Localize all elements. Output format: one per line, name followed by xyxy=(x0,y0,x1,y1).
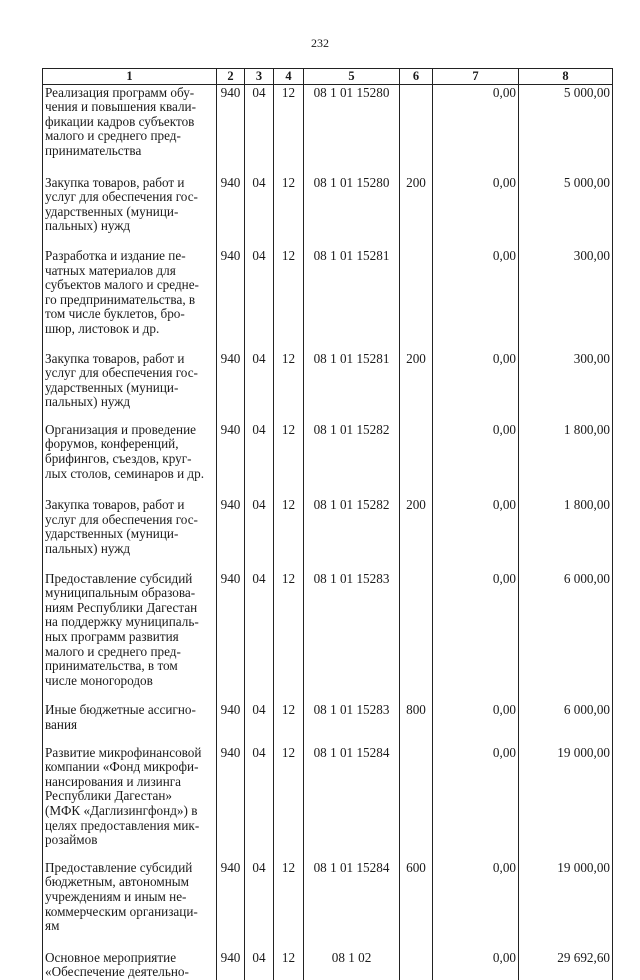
target-article-cell: 08 1 01 15282 xyxy=(304,497,400,570)
table-row xyxy=(43,745,613,860)
amount-col8-cell: 29 692,60 xyxy=(519,950,613,980)
row-name-line: компании «Фонд микрофи- xyxy=(45,759,199,775)
amount-col8-cell: 6 000,00 xyxy=(519,571,613,703)
table-body xyxy=(43,84,613,980)
admin-code-cell: 940 xyxy=(217,745,245,860)
amount-col7-cell: 0,00 xyxy=(433,860,519,950)
row-name-line: пальных) нужд xyxy=(45,218,131,234)
row-name-line: принимательства, в том xyxy=(45,658,178,674)
table-row xyxy=(43,422,613,497)
row-name-line: малого и среднего пред- xyxy=(45,128,181,144)
subsection-cell: 12 xyxy=(274,84,304,174)
target-article-cell: 08 1 01 15282 xyxy=(304,422,400,497)
row-name-line: Предоставление субсидий xyxy=(45,570,193,586)
row-name-line: Иные бюджетные ассигно- xyxy=(45,702,196,718)
row-name-line: Республики Дагестан» xyxy=(45,788,173,804)
target-article-cell: 08 1 01 15280 xyxy=(304,175,400,248)
amount-col8-cell: 6 000,00 xyxy=(519,702,613,744)
row-name-line: ударственных (муници- xyxy=(45,379,179,395)
row-name-line: «Обеспечение деятельно- xyxy=(45,964,189,980)
row-name-line: ных программ развития xyxy=(45,629,179,644)
admin-code-cell: 940 xyxy=(217,175,245,248)
expense-type-cell xyxy=(400,571,433,703)
amount-col7-cell: 0,00 xyxy=(433,175,519,248)
row-name-line: Закупка товаров, работ и xyxy=(45,497,185,513)
table-row xyxy=(43,351,613,422)
row-name-line: целях предоставления мик- xyxy=(45,817,200,833)
row-name-line: бюджетным, автономным xyxy=(45,874,189,890)
section-cell: 04 xyxy=(245,702,274,744)
admin-code-cell: 940 xyxy=(217,422,245,497)
row-name-line: го предпринимательства, в xyxy=(45,291,196,307)
row-name-line: пальных) нужд xyxy=(45,541,131,557)
row-name-line: услуг для обеспечения гос- xyxy=(45,365,198,381)
row-name-line: учреждениям и иным не- xyxy=(45,888,187,904)
row-name-line: Предоставление субсидий xyxy=(45,859,193,875)
header-col-7: 7 xyxy=(433,69,519,85)
row-name-line: Организация и проведение xyxy=(45,421,196,437)
admin-code-cell: 940 xyxy=(217,702,245,744)
row-name-line: Закупка товаров, работ и xyxy=(45,174,185,190)
section-cell: 04 xyxy=(245,84,274,174)
section-cell: 04 xyxy=(245,351,274,422)
row-name xyxy=(43,248,217,351)
amount-col8-cell: 19 000,00 xyxy=(519,745,613,860)
subsection-cell: 12 xyxy=(274,702,304,744)
row-name-line: числе моногородов xyxy=(45,672,153,688)
section-cell: 04 xyxy=(245,175,274,248)
target-article-cell: 08 1 01 15281 xyxy=(304,248,400,351)
row-name-line: принимательства xyxy=(45,142,142,158)
row-name-line: Основное мероприятие xyxy=(45,949,177,965)
amount-col7-cell: 0,00 xyxy=(433,950,519,980)
expense-type-cell: 800 xyxy=(400,702,433,744)
amount-col8-cell: 300,00 xyxy=(519,248,613,351)
row-name xyxy=(43,745,217,860)
subsection-cell: 12 xyxy=(274,422,304,497)
target-article-cell: 08 1 01 15280 xyxy=(304,84,400,174)
amount-col8-cell: 19 000,00 xyxy=(519,860,613,950)
amount-col7-cell: 0,00 xyxy=(433,422,519,497)
target-article-cell: 08 1 01 15283 xyxy=(304,702,400,744)
expense-type-cell xyxy=(400,248,433,351)
table-row xyxy=(43,571,613,703)
row-name-line: вания xyxy=(45,716,78,732)
row-name-line: ям xyxy=(45,918,60,934)
row-name xyxy=(43,84,217,174)
expense-type-cell: 200 xyxy=(400,497,433,570)
subsection-cell: 12 xyxy=(274,497,304,570)
row-name-line: шюр, листовок и др. xyxy=(45,320,160,336)
row-name-line: услуг для обеспечения гос- xyxy=(45,511,198,527)
subsection-cell: 12 xyxy=(274,175,304,248)
target-article-cell: 08 1 01 15281 xyxy=(304,351,400,422)
row-name-line: чатных материалов для xyxy=(45,262,176,278)
table-row xyxy=(43,950,613,980)
target-article-cell: 08 1 01 15284 xyxy=(304,860,400,950)
table-row xyxy=(43,248,613,351)
row-name-line: том числе буклетов, бро- xyxy=(45,306,185,322)
table-row xyxy=(43,497,613,570)
budget-table xyxy=(42,68,613,980)
row-name-line: муниципальным образова- xyxy=(45,585,196,601)
header-row xyxy=(43,69,613,85)
header-col-4: 4 xyxy=(274,69,304,85)
row-name-line: Реализация программ обу- xyxy=(45,84,195,100)
subsection-cell: 12 xyxy=(274,351,304,422)
amount-col8-cell: 5 000,00 xyxy=(519,84,613,174)
row-name-line: Разработка и издание пе- xyxy=(45,247,186,263)
amount-col7-cell: 0,00 xyxy=(433,497,519,570)
amount-col7-cell: 0,00 xyxy=(433,571,519,703)
table-row xyxy=(43,702,613,744)
amount-col8-cell: 300,00 xyxy=(519,351,613,422)
target-article-cell: 08 1 01 15283 xyxy=(304,571,400,703)
section-cell: 04 xyxy=(245,422,274,497)
row-name xyxy=(43,571,217,703)
expense-type-cell: 200 xyxy=(400,175,433,248)
row-name xyxy=(43,950,217,980)
expense-type-cell: 200 xyxy=(400,351,433,422)
admin-code-cell: 940 xyxy=(217,571,245,703)
admin-code-cell: 940 xyxy=(217,248,245,351)
row-name xyxy=(43,422,217,497)
row-name xyxy=(43,497,217,570)
expense-type-cell xyxy=(400,745,433,860)
row-name-line: малого и среднего пред- xyxy=(45,643,181,659)
amount-col8-cell: 5 000,00 xyxy=(519,175,613,248)
row-name-line: услуг для обеспечения гос- xyxy=(45,189,198,205)
row-name-line: фикации кадров субъектов xyxy=(45,113,195,129)
amount-col7-cell: 0,00 xyxy=(433,248,519,351)
row-name xyxy=(43,175,217,248)
page-number: 232 xyxy=(311,36,329,50)
table-row xyxy=(43,175,613,248)
row-name-line: Развитие микрофинансовой xyxy=(45,744,202,760)
subsection-cell: 12 xyxy=(274,860,304,950)
section-cell: 04 xyxy=(245,950,274,980)
expense-type-cell xyxy=(400,422,433,497)
section-cell: 04 xyxy=(245,248,274,351)
expense-type-cell xyxy=(400,84,433,174)
row-name-line: субъектов малого и средне- xyxy=(45,277,199,293)
amount-col8-cell: 1 800,00 xyxy=(519,422,613,497)
admin-code-cell: 940 xyxy=(217,497,245,570)
row-name-line: коммерческим организаци- xyxy=(45,903,198,919)
admin-code-cell: 940 xyxy=(217,84,245,174)
subsection-cell: 12 xyxy=(274,950,304,980)
amount-col7-cell: 0,00 xyxy=(433,84,519,174)
row-name xyxy=(43,702,217,744)
header-col-5: 5 xyxy=(304,69,400,85)
header-col-8: 8 xyxy=(519,69,613,85)
header-col-1: 1 xyxy=(43,69,217,85)
row-name xyxy=(43,351,217,422)
header-col-2: 2 xyxy=(217,69,245,85)
section-cell: 04 xyxy=(245,860,274,950)
row-name-line: лых столов, семинаров и др. xyxy=(45,465,205,481)
row-name-line: ударственных (муници- xyxy=(45,526,179,542)
subsection-cell: 12 xyxy=(274,248,304,351)
amount-col8-cell: 1 800,00 xyxy=(519,497,613,570)
admin-code-cell: 940 xyxy=(217,351,245,422)
expense-type-cell: 600 xyxy=(400,860,433,950)
subsection-cell: 12 xyxy=(274,745,304,860)
section-cell: 04 xyxy=(245,745,274,860)
subsection-cell: 12 xyxy=(274,571,304,703)
row-name-line: ниям Республики Дагестан xyxy=(45,599,198,615)
section-cell: 04 xyxy=(245,497,274,570)
target-article-cell: 08 1 01 15284 xyxy=(304,745,400,860)
section-cell: 04 xyxy=(245,571,274,703)
row-name-line: форумов, конференций, xyxy=(45,436,179,452)
row-name-line: пальных) нужд xyxy=(45,394,131,410)
header-col-3: 3 xyxy=(245,69,274,85)
row-name-line: ударственных (муници- xyxy=(45,203,179,219)
row-name-line: брифингов, съездов, круг- xyxy=(45,451,192,467)
row-name-line: розаймов xyxy=(45,832,98,848)
amount-col7-cell: 0,00 xyxy=(433,745,519,860)
amount-col7-cell: 0,00 xyxy=(433,351,519,422)
amount-col7-cell: 0,00 xyxy=(433,702,519,744)
table-row xyxy=(43,84,613,174)
expense-type-cell xyxy=(400,950,433,980)
row-name-line: чения и повышения квали- xyxy=(45,99,196,115)
target-article-cell: 08 1 02 xyxy=(304,950,400,980)
admin-code-cell: 940 xyxy=(217,860,245,950)
admin-code-cell: 940 xyxy=(217,950,245,980)
row-name-line: на поддержку муниципаль- xyxy=(45,614,199,630)
row-name-line: нансирования и лизинга xyxy=(45,773,182,789)
row-name-line: Закупка товаров, работ и xyxy=(45,350,185,366)
row-name-line: (МФК «Даглизингфонд») в xyxy=(45,802,198,818)
header-col-6: 6 xyxy=(400,69,433,85)
